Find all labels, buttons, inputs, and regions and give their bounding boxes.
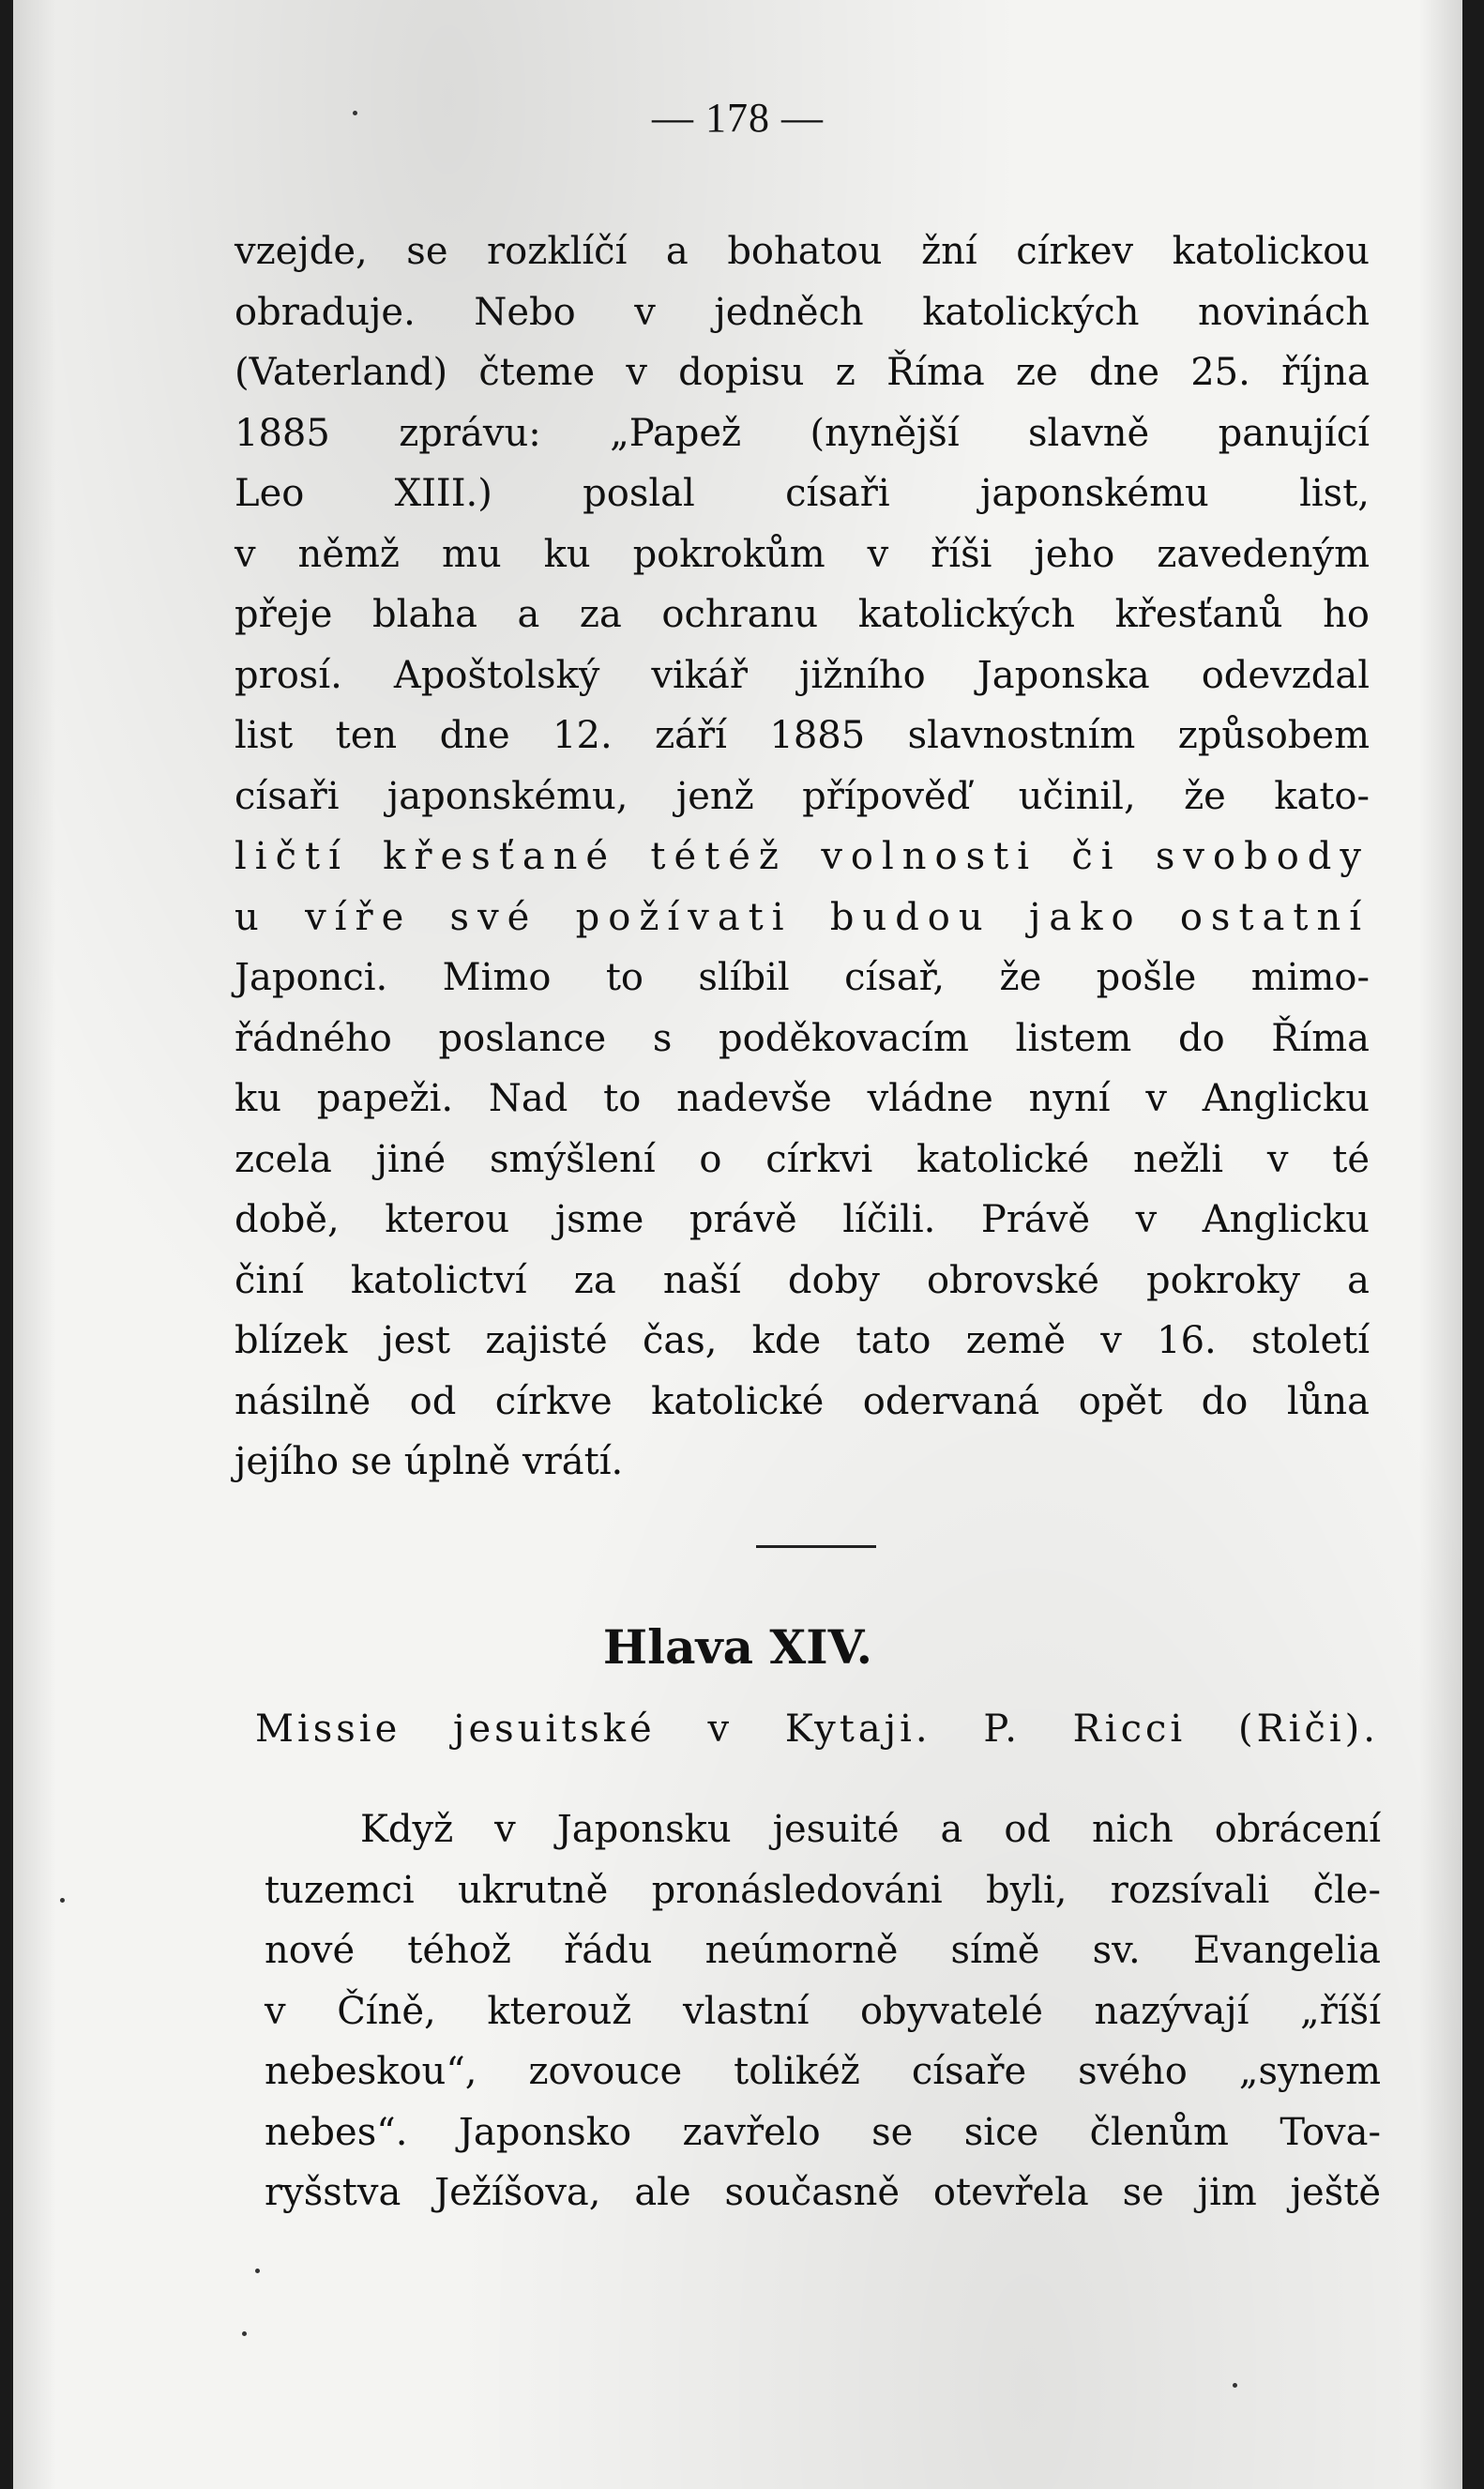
paragraph-top: [235, 221, 1370, 1493]
text-line: obraduje. Nebo v jedněch katolických novinách: [235, 290, 1370, 334]
chapter-title: Hlava XIV.: [602, 1619, 873, 1675]
paper-speck: [353, 111, 357, 115]
text-line: Leo XIII.) poslal císaři japonskému list,: [235, 472, 1370, 515]
paper-speck: [255, 2269, 260, 2273]
text-line: nebeskou“, zovouce tolikéž císaře svého „synem: [265, 2050, 1381, 2093]
text-line: v Číně, kterouž vlastní obyvatelé nazývají „říší: [265, 1989, 1381, 2033]
text-line: císaři japonskému, jenž přípověď učinil, že kato-: [235, 774, 1370, 818]
text-line: ličtí křesťané tétéž volnosti či svobody: [235, 835, 1370, 878]
text-line: ku papeži. Nad to nadevše vládne nyní v Anglicku: [235, 1077, 1370, 1120]
text-line: nové téhož řádu neúmorně símě sv. Evangelia: [265, 1929, 1381, 1972]
text-line: prosí. Apoštolský vikář jižního Japonska odevzdal: [235, 653, 1370, 697]
text-line: blízek jest zajisté čas, kde tato země v 16. století: [235, 1319, 1370, 1362]
text-line: řádného poslance s poděkovacím listem do Říma: [235, 1016, 1370, 1060]
text-line: ryšstva Ježíšova, ale současně otevřela se jim ještě: [265, 2171, 1381, 2214]
paper-speck: [60, 1898, 65, 1903]
text-line: 1885 zprávu: „Papež (nynější slavně panující: [235, 411, 1370, 455]
text-line: jejího se úplně vrátí.: [235, 1440, 624, 1483]
text-line: zcela jiné smýšlení o církvi katolické nežli v té: [235, 1137, 1370, 1181]
text-line: násilně od církve katolické odervaná opět do lůna: [235, 1379, 1370, 1423]
section-divider: [756, 1545, 876, 1548]
chapter-subtitle: Missie jesuitské v Kytaji. P. Ricci (Riči).: [255, 1707, 1379, 1751]
paragraph-bottom: [265, 1799, 1381, 2223]
text-line: v němž mu ku pokrokům v říši jeho zavedeným: [235, 532, 1370, 576]
paper-speck: [242, 2331, 247, 2336]
text-line: tuzemci ukrutně pronásledováni byli, rozsívali čle-: [265, 1868, 1381, 1912]
text-line: době, kterou jsme právě líčili. Právě v Anglicku: [235, 1198, 1370, 1241]
book-page: [13, 0, 1462, 2489]
text-line: činí katolictví za naší doby obrovské pokroky a: [235, 1258, 1370, 1302]
text-line: Japonci. Mimo to slíbil císař, že pošle mimo-: [235, 956, 1370, 999]
text-line: přeje blaha a za ochranu katolických křesťanů ho: [235, 593, 1370, 636]
text-line: list ten dne 12. září 1885 slavnostním způsobem: [235, 714, 1370, 757]
text-line: nebes“. Japonsko zavřelo se sice členům Tova-: [265, 2110, 1381, 2154]
text-line: u víře své požívati budou jako ostatní: [235, 895, 1370, 939]
paper-speck: [1233, 2383, 1237, 2388]
page-number: — 178 —: [652, 95, 824, 141]
text-line: Když v Japonsku jesuité a od nich obrácení: [360, 1808, 1381, 1851]
text-line: vzejde, se rozklíčí a bohatou žní církev katolickou: [235, 230, 1370, 273]
text-line: (Vaterland) čteme v dopisu z Říma ze dne 25. října: [235, 351, 1370, 394]
